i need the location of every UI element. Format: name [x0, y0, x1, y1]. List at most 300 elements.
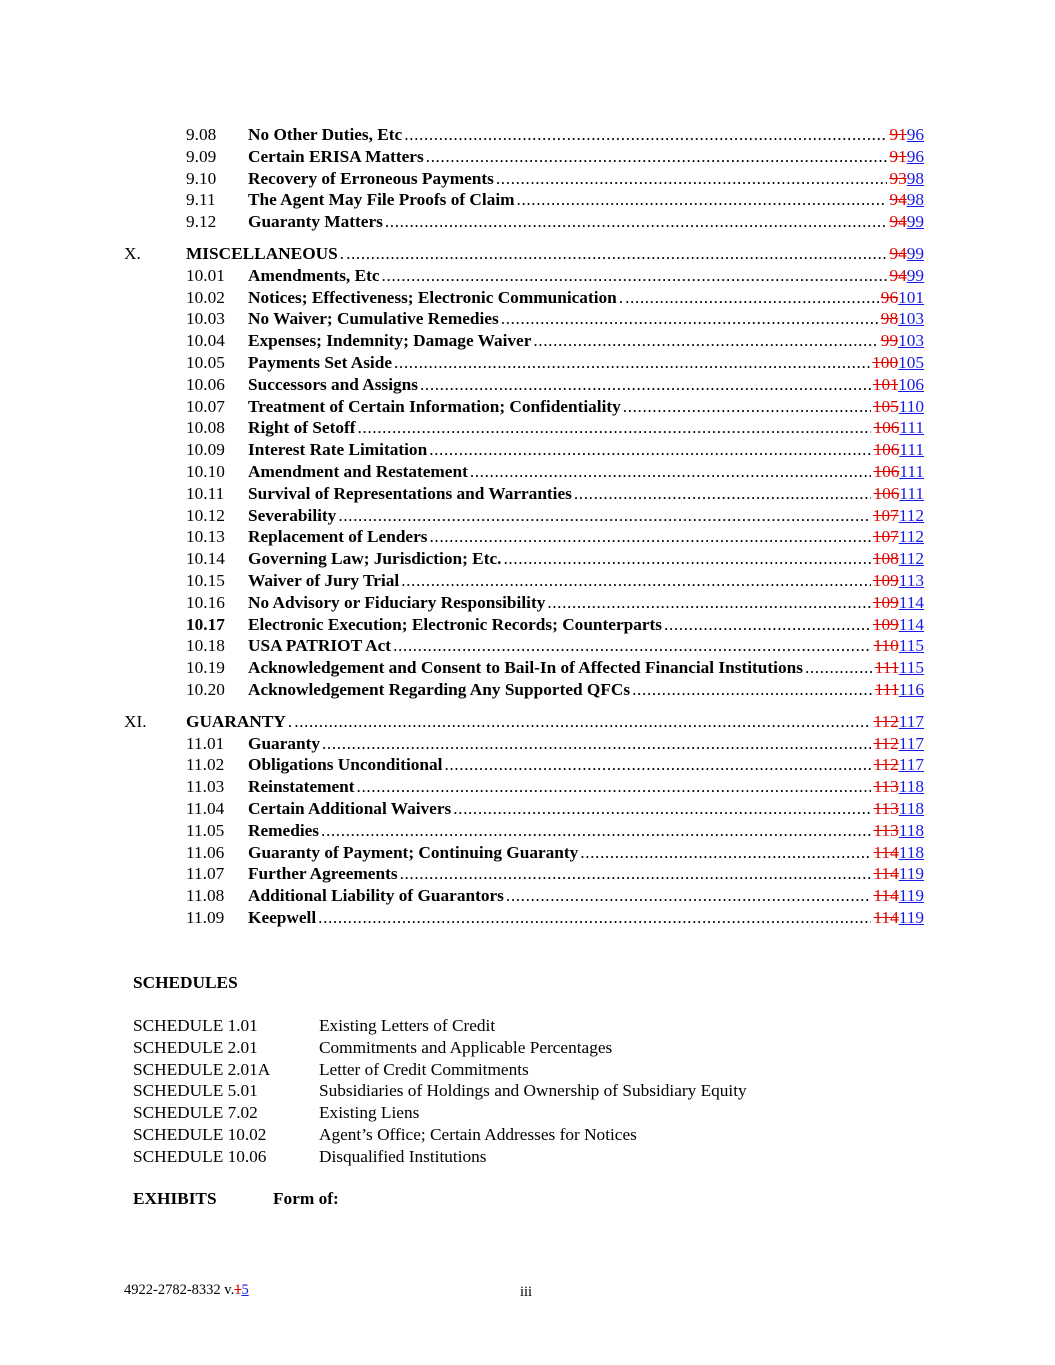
page-inserted: 118	[898, 842, 924, 862]
toc-title: Survival of Representations and Warranties	[248, 483, 572, 503]
page-inserted: 116	[898, 679, 924, 699]
toc-title-leader	[248, 679, 873, 701]
toc-title-leader	[248, 461, 871, 483]
toc-number: 10.09	[186, 440, 225, 460]
toc-number: 10.03	[186, 309, 225, 329]
toc-title: Amendments, Etc	[248, 265, 380, 285]
toc-title-leader	[248, 211, 887, 233]
toc-number: 10.02	[186, 287, 225, 307]
toc-page-ref	[873, 396, 924, 418]
toc-title-leader	[248, 308, 879, 330]
page-inserted: 112	[898, 527, 924, 547]
toc-number: 9.08	[186, 125, 217, 144]
toc-title: Certain ERISA Matters	[248, 146, 424, 166]
page-inserted: 115	[898, 658, 924, 678]
toc-page-ref	[873, 548, 924, 570]
toc-page-ref	[873, 483, 924, 505]
toc-article-row	[0, 243, 1055, 265]
page-inserted: 103	[898, 309, 924, 329]
toc-page-ref	[873, 733, 924, 755]
dot-leader	[338, 505, 871, 527]
toc-title: MISCELLANEOUS	[186, 243, 338, 263]
toc-page-ref	[873, 526, 924, 548]
toc-section-row	[0, 211, 1055, 233]
dot-leader	[496, 168, 887, 190]
page-deleted: 91	[889, 146, 907, 166]
toc-page-ref	[873, 776, 924, 798]
toc-title: Treatment of Certain Information; Confidentiality	[248, 396, 621, 416]
page-deleted: 110	[873, 636, 899, 656]
dot-leader	[357, 776, 871, 798]
dot-leader	[358, 417, 871, 439]
page-deleted: 99	[880, 331, 899, 351]
toc-number: 10.10	[186, 461, 225, 481]
page-inserted: 115	[898, 636, 924, 656]
toc-title-leader	[248, 798, 871, 820]
schedule-code: SCHEDULE 7.02	[133, 1103, 258, 1123]
toc-page-ref	[889, 211, 924, 233]
toc-number: 10.08	[186, 418, 225, 438]
dot-leader	[318, 907, 871, 929]
toc-section-row	[0, 635, 1055, 657]
toc-title: Interest Rate Limitation	[248, 440, 428, 460]
schedule-description: Commitments and Applicable Percentages	[319, 1037, 613, 1057]
toc-number: 10.14	[186, 549, 225, 569]
toc-section-row	[0, 461, 1055, 483]
toc-section-row	[0, 287, 1055, 309]
toc-number: 11.06	[186, 842, 225, 862]
toc-number: 11.07	[186, 864, 225, 884]
page-inserted: 117	[898, 733, 924, 753]
page-inserted: 113	[898, 570, 924, 590]
page-deleted: 91	[889, 125, 907, 144]
toc-section-row	[0, 439, 1055, 461]
toc-title-leader	[248, 842, 871, 864]
toc-page-ref	[889, 124, 924, 146]
schedule-description: Disqualified Institutions	[319, 1146, 487, 1166]
toc-number: 10.13	[186, 527, 225, 547]
dot-leader	[580, 842, 871, 864]
dot-leader	[346, 243, 887, 265]
schedule-description: Existing Liens	[319, 1103, 420, 1123]
page-deleted: 94	[889, 190, 907, 210]
toc-number: 11.03	[186, 777, 225, 797]
toc-title: Further Agreements	[248, 864, 398, 884]
page-deleted: 109	[872, 570, 899, 590]
toc-page-ref	[873, 798, 924, 820]
toc-section-row	[0, 798, 1055, 820]
toc-title-leader	[248, 548, 871, 570]
toc-title-leader	[248, 168, 887, 190]
page-inserted: 118	[898, 798, 924, 818]
toc-title-leader	[248, 526, 871, 548]
page-inserted: 98	[906, 168, 924, 188]
page-deleted: 100	[872, 352, 899, 372]
toc-number: 10.15	[186, 570, 225, 590]
page-deleted: 106	[873, 483, 900, 503]
toc-section-row	[0, 483, 1055, 505]
toc-title-leader	[248, 570, 871, 592]
toc-title-leader	[248, 330, 879, 352]
toc-section-row	[0, 146, 1055, 168]
page-deleted: 114	[873, 907, 899, 927]
schedule-code: SCHEDULE 10.06	[133, 1146, 267, 1166]
dot-leader	[470, 461, 871, 483]
toc-section-row	[0, 907, 1055, 929]
toc-page-ref	[881, 330, 924, 352]
page-deleted: 106	[873, 418, 900, 438]
toc-article-row	[0, 711, 1055, 733]
dot-leader	[401, 570, 871, 592]
toc-title: No Advisory or Fiduciary Responsibility	[248, 592, 546, 612]
toc-title-leader	[248, 374, 871, 396]
toc-title-leader	[248, 733, 871, 755]
toc-title: Amendment and Restatement	[248, 461, 468, 481]
toc-page-ref	[873, 754, 924, 776]
toc-title: Severability	[248, 505, 337, 525]
toc-section-row	[0, 820, 1055, 842]
toc-title-leader	[248, 287, 879, 309]
dot-leader	[444, 754, 871, 776]
toc-section-row	[0, 396, 1055, 418]
page-deleted: 108	[872, 549, 899, 569]
toc-section-row	[0, 657, 1055, 679]
toc-page-ref	[872, 352, 924, 374]
toc-section-row	[0, 570, 1055, 592]
dot-leader	[321, 820, 871, 842]
toc-page-ref	[873, 635, 924, 657]
dot-leader	[506, 885, 871, 907]
schedule-code: SCHEDULE 1.01	[133, 1016, 258, 1035]
toc-title: No Other Duties, Etc	[248, 125, 403, 144]
page-deleted: 113	[873, 777, 899, 797]
toc-title-leader	[248, 417, 871, 439]
toc-title-leader	[186, 711, 871, 733]
toc-number: 10.05	[186, 352, 225, 372]
toc-title: Guaranty of Payment; Continuing Guaranty	[248, 842, 579, 862]
toc-number: 10.11	[186, 483, 225, 503]
toc-page-ref	[875, 657, 924, 679]
page-inserted: 99	[906, 243, 924, 263]
page-deleted: 93	[889, 168, 907, 188]
toc-section-row	[0, 352, 1055, 374]
page-deleted: 106	[873, 461, 900, 481]
toc-title: Additional Liability of Guarantors	[248, 886, 504, 906]
page-deleted: 107	[872, 527, 899, 547]
toc-page-ref	[873, 885, 924, 907]
toc-page-ref	[881, 308, 924, 330]
toc-title-leader	[248, 592, 871, 614]
page-inserted: 117	[898, 711, 924, 731]
dot-leader	[394, 352, 870, 374]
page-inserted: 105	[898, 352, 924, 372]
toc-title: Reinstatement	[248, 777, 355, 797]
page-deleted: 105	[872, 396, 899, 416]
toc-title-leader	[248, 352, 870, 374]
toc-page-ref	[873, 439, 924, 461]
page-inserted: 112	[898, 549, 924, 569]
toc-title-leader	[248, 863, 871, 885]
toc-page-ref	[873, 505, 924, 527]
dot-leader	[547, 592, 871, 614]
toc-title-leader	[248, 820, 871, 842]
document-id: 4922-2782-8332 v.	[124, 1282, 235, 1298]
schedule-description: Letter of Credit Commitments	[319, 1059, 529, 1079]
page-deleted: 112	[873, 733, 899, 753]
page-inserted: 99	[906, 265, 924, 285]
page-deleted: 112	[873, 711, 899, 731]
toc-title-leader	[248, 146, 887, 168]
page-deleted: 111	[874, 658, 899, 678]
page-number: iii	[520, 1284, 533, 1300]
toc-page-ref	[873, 820, 924, 842]
toc-page-ref	[889, 243, 924, 265]
toc-number: 9.11	[186, 190, 216, 210]
toc-number: 10.20	[186, 679, 225, 699]
page-inserted: 111	[899, 440, 924, 460]
toc-title: The Agent May File Proofs of Claim	[248, 190, 515, 210]
toc-section-row	[0, 885, 1055, 907]
toc-section-row	[0, 614, 1055, 636]
toc-number: 10.18	[186, 636, 225, 656]
dot-leader	[382, 265, 887, 287]
toc-title-leader	[248, 907, 871, 929]
toc-title-leader	[248, 657, 873, 679]
schedules-heading: SCHEDULES	[133, 973, 238, 992]
toc-number: 11.01	[186, 733, 225, 753]
toc-title: Right of Setoff	[248, 418, 356, 438]
page-deleted: 114	[873, 842, 899, 862]
toc-title-leader	[248, 635, 871, 657]
toc-section-row	[0, 417, 1055, 439]
schedule-code: SCHEDULE 2.01	[133, 1037, 258, 1057]
toc-title: Keepwell	[248, 907, 317, 927]
page-deleted: 98	[880, 309, 899, 329]
toc-number: 9.09	[186, 146, 217, 166]
toc-number: 11.02	[186, 755, 225, 775]
schedule-code: SCHEDULE 5.01	[133, 1081, 258, 1101]
footer-document-id	[124, 1282, 249, 1299]
toc-title: Replacement of Lenders	[248, 527, 428, 547]
page-inserted: 118	[898, 777, 924, 797]
toc-section-row	[0, 776, 1055, 798]
dot-leader	[664, 614, 871, 636]
toc-title: Acknowledgement Regarding Any Supported QFCs	[248, 679, 631, 699]
toc-section-row	[0, 374, 1055, 396]
toc-number: 10.04	[186, 331, 225, 351]
page-inserted: 114	[898, 614, 924, 634]
toc-number: 10.19	[186, 658, 225, 678]
page-deleted: 114	[873, 886, 899, 906]
schedule-code: SCHEDULE 10.02	[133, 1124, 267, 1144]
toc-section-row	[0, 168, 1055, 190]
page-deleted: 109	[872, 592, 899, 612]
toc-section-row	[0, 189, 1055, 211]
toc-title: Electronic Execution; Electronic Records; Counterparts	[248, 614, 663, 634]
toc-number: 11.05	[186, 820, 225, 840]
schedule-code: SCHEDULE 2.01A	[133, 1059, 271, 1079]
toc-title-leader	[248, 189, 887, 211]
page-inserted: 103	[898, 331, 924, 351]
toc-title: Waiver of Jury Trial	[248, 570, 400, 590]
toc-section-row	[0, 505, 1055, 527]
page-inserted: 119	[898, 907, 924, 927]
dot-leader	[429, 439, 871, 461]
toc-title: Expenses; Indemnity; Damage Waiver	[248, 331, 532, 351]
page-deleted: 96	[880, 287, 899, 307]
page-inserted: 110	[898, 396, 924, 416]
toc-section-row	[0, 592, 1055, 614]
page-deleted: 109	[872, 614, 899, 634]
toc-page-ref	[873, 842, 924, 864]
toc-title-leader	[186, 243, 887, 265]
dot-leader	[623, 396, 871, 418]
toc-section-row	[0, 124, 1055, 146]
exhibits-heading: EXHIBITS	[133, 1189, 217, 1208]
toc-page-ref	[873, 614, 924, 636]
dot-leader	[453, 798, 871, 820]
toc-page-ref	[889, 189, 924, 211]
toc-section-row	[0, 526, 1055, 548]
page-inserted: 119	[898, 864, 924, 884]
toc-title: Guaranty Matters	[248, 212, 383, 232]
toc-section-row	[0, 548, 1055, 570]
toc-page-ref	[873, 461, 924, 483]
page-deleted: 113	[873, 820, 899, 840]
dot-leader	[322, 733, 871, 755]
page-inserted: 98	[906, 190, 924, 210]
dot-leader	[393, 635, 871, 657]
toc-section-row	[0, 733, 1055, 755]
toc-title-leader	[248, 265, 887, 287]
version-inserted: 5	[241, 1282, 249, 1298]
toc-page-ref	[889, 265, 924, 287]
toc-section-row	[0, 679, 1055, 701]
toc-title: Governing Law; Jurisdiction; Etc.	[248, 549, 502, 569]
page-inserted: 99	[906, 212, 924, 232]
toc-number: 9.10	[186, 168, 217, 188]
toc-number: 10.17	[186, 614, 225, 634]
page-deleted: 114	[873, 864, 899, 884]
dot-leader	[426, 146, 887, 168]
page-inserted: 119	[898, 886, 924, 906]
toc-title-leader	[248, 614, 871, 636]
toc-page-ref	[873, 374, 924, 396]
toc-title: Certain Additional Waivers	[248, 798, 452, 818]
toc-section-row	[0, 330, 1055, 352]
dot-leader	[503, 548, 871, 570]
exhibits-form-of: Form of:	[273, 1189, 339, 1208]
dot-leader	[805, 657, 873, 679]
toc-number: 11.08	[186, 886, 225, 906]
toc-number: 10.01	[186, 265, 225, 285]
toc-number: 9.12	[186, 212, 217, 232]
toc-title-suffix: .	[618, 287, 624, 307]
toc-section-row	[0, 754, 1055, 776]
toc-section-row	[0, 308, 1055, 330]
dot-leader	[420, 374, 871, 396]
page-inserted: 111	[899, 461, 924, 481]
toc-title: USA PATRIOT Act	[248, 636, 392, 656]
version-deleted: 1	[234, 1282, 242, 1298]
toc-number: X.	[124, 243, 141, 263]
toc-section-row	[0, 842, 1055, 864]
page-deleted: 107	[872, 505, 899, 525]
dot-leader	[632, 679, 873, 701]
page-inserted: 101	[898, 287, 924, 307]
toc-section-row	[0, 863, 1055, 885]
toc-page-ref	[873, 711, 924, 733]
page-inserted: 117	[898, 755, 924, 775]
page-deleted: 113	[873, 798, 899, 818]
page-inserted: 96	[906, 146, 924, 166]
toc-number: 10.06	[186, 374, 225, 394]
dot-leader	[294, 711, 871, 733]
toc-title-leader	[248, 754, 871, 776]
page-deleted: 106	[873, 440, 900, 460]
schedule-description: Subsidiaries of Holdings and Ownership of Subsidiary Equity	[319, 1081, 747, 1101]
schedule-description: Agent’s Office; Certain Addresses for Notices	[319, 1124, 637, 1144]
page-inserted: 111	[899, 483, 924, 503]
toc-title: Payments Set Aside	[248, 352, 393, 372]
toc-title-suffix: .	[287, 711, 293, 731]
table-of-contents	[0, 124, 1055, 929]
toc-title-leader	[248, 124, 887, 146]
toc-page-ref	[889, 146, 924, 168]
toc-title: Recovery of Erroneous Payments	[248, 168, 494, 188]
toc-title: Acknowledgement and Consent to Bail-In of Affected Financial Institutions	[248, 658, 803, 678]
dot-leader	[385, 211, 887, 233]
toc-title: No Waiver; Cumulative Remedies	[248, 309, 499, 329]
toc-title-leader	[248, 439, 871, 461]
toc-page-ref	[873, 592, 924, 614]
page-deleted: 94	[889, 212, 907, 232]
toc-title-leader	[248, 885, 871, 907]
page-deleted: 112	[873, 755, 899, 775]
toc-title-leader	[248, 483, 871, 505]
page-deleted: 94	[889, 243, 907, 263]
dot-leader	[625, 287, 879, 309]
toc-number: 10.12	[186, 505, 225, 525]
dot-leader	[517, 189, 887, 211]
page-deleted: 94	[889, 265, 907, 285]
toc-title: GUARANTY	[186, 711, 286, 731]
dot-leader	[404, 124, 887, 146]
toc-title: Successors and Assigns	[248, 374, 418, 394]
page-inserted: 111	[899, 418, 924, 438]
toc-title: Guaranty	[248, 733, 321, 753]
toc-title-leader	[248, 776, 871, 798]
toc-section-row	[0, 265, 1055, 287]
dot-leader	[574, 483, 871, 505]
toc-page-ref	[875, 679, 924, 701]
dot-leader	[430, 526, 872, 548]
toc-title: Obligations Unconditional	[248, 755, 443, 775]
toc-number: XI.	[124, 711, 147, 731]
toc-page-ref	[873, 417, 924, 439]
toc-title: Notices; Effectiveness; Electronic Communication	[248, 287, 617, 307]
toc-page-ref	[873, 907, 924, 929]
toc-title-leader	[248, 396, 871, 418]
dot-leader	[501, 308, 879, 330]
toc-page-ref	[873, 570, 924, 592]
page-deleted: 111	[874, 679, 899, 699]
schedule-description: Existing Letters of Credit	[319, 1016, 496, 1035]
page-inserted: 118	[898, 820, 924, 840]
toc-title: Remedies	[248, 820, 320, 840]
page-inserted: 114	[898, 592, 924, 612]
page-inserted: 96	[906, 125, 924, 144]
